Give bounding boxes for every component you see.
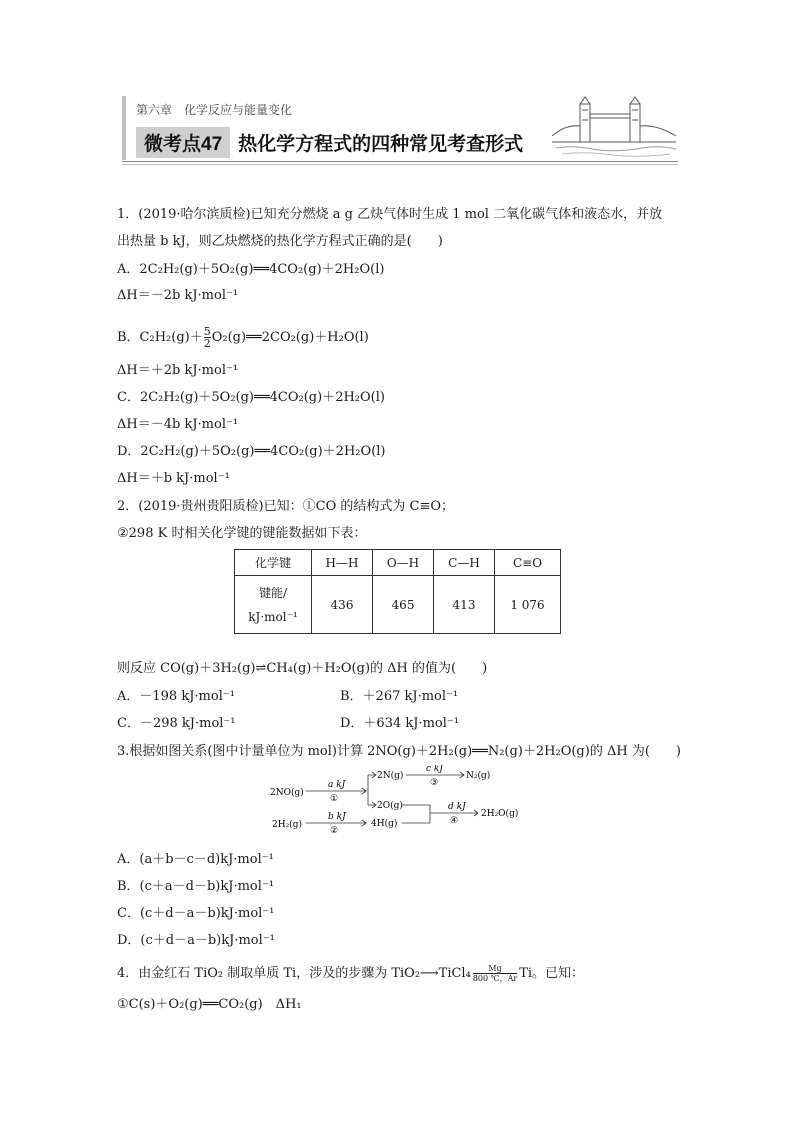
table-cell: 465 bbox=[373, 576, 434, 634]
q2-option-b: B．＋267 kJ·mol⁻¹ bbox=[340, 689, 459, 704]
q1-option-a-enthalpy: ΔH＝－2b kJ·mol⁻¹ bbox=[117, 288, 239, 303]
q1-b-fraction bbox=[204, 326, 211, 349]
row-label-line2: kJ·mol⁻¹ bbox=[248, 609, 298, 624]
section-tag: 微考点47 bbox=[136, 127, 230, 158]
table-header-cell: 化学键 bbox=[235, 550, 312, 576]
fraction-denominator: 2 bbox=[203, 337, 211, 350]
tower-bridge-illustration bbox=[552, 96, 678, 162]
q3-option-d: D．(c＋d－a－b)kJ·mol⁻¹ bbox=[117, 933, 275, 948]
table-cell: 413 bbox=[434, 576, 495, 634]
q2-stem-line3: 则反应 CO(g)＋3H₂(g)⇌CH₄(g)＋H₂O(g)的 ΔH 的值为( ) bbox=[117, 661, 488, 676]
bond-energy-table bbox=[234, 549, 561, 634]
table-header-cell: O—H bbox=[373, 550, 434, 576]
arrow-condition-bottom: 800 ℃，Ar bbox=[472, 974, 518, 983]
q1-b-suffix: O₂(g)══2CO₂(g)＋H₂O(l) bbox=[211, 330, 369, 345]
q1-stem-line1: 1．(2019·哈尔滨质检)已知充分燃烧 a g 乙炔气体时生成 1 mol 二氧化碳气体和液态水，并放 bbox=[117, 207, 663, 222]
q2-stem-line1: 2．(2019·贵州贵阳质检)已知：①CO 的结构式为 C≡O； bbox=[117, 499, 454, 514]
table-row-label bbox=[235, 576, 312, 634]
species-n2: N₂(g) bbox=[466, 771, 491, 781]
header-rule-secondary bbox=[122, 164, 678, 165]
section-heading: 热化学方程式的四种常见考查形式 bbox=[238, 132, 524, 155]
table-cell: 1 076 bbox=[495, 576, 561, 634]
q1-option-b-equation bbox=[117, 326, 369, 349]
species-2h2o: 2H₂O(g) bbox=[481, 809, 519, 819]
q4-stem bbox=[117, 964, 584, 983]
q3-option-b: B．(c＋a－d－b)kJ·mol⁻¹ bbox=[117, 879, 274, 894]
q1-b-prefix: B．C₂H₂(g)＋ bbox=[117, 330, 203, 345]
q3-option-c: C．(c＋d－a－b)kJ·mol⁻¹ bbox=[117, 906, 275, 921]
step-3: ③ bbox=[430, 778, 439, 788]
table-header-cell: H—H bbox=[312, 550, 373, 576]
q1-option-a-equation: A．2C₂H₂(g)＋5O₂(g)══4CO₂(g)＋2H₂O(l) bbox=[117, 262, 385, 277]
header-accent-bar bbox=[122, 96, 126, 160]
q1-option-d-equation: D．2C₂H₂(g)＋5O₂(g)══4CO₂(g)＋2H₂O(l) bbox=[117, 444, 386, 459]
label-c-kj: c kJ bbox=[426, 765, 443, 774]
q2-option-d: D．＋634 kJ·mol⁻¹ bbox=[340, 716, 459, 731]
q3-option-a: A．(a＋b－c－d)kJ·mol⁻¹ bbox=[117, 852, 274, 867]
q3-stem: 3.根据如图关系(图中计量单位为 mol)计算 2NO(g)＋2H₂(g)══N₂(g)＋2H₂O(g)的 ΔH 为( ) bbox=[117, 744, 681, 759]
fraction-numerator: 5 bbox=[203, 325, 211, 338]
energy-pathway-diagram bbox=[268, 765, 533, 835]
species-4h: 4H(g) bbox=[371, 819, 398, 829]
reaction-arrow bbox=[473, 964, 517, 983]
species-2n: 2N(g) bbox=[377, 771, 404, 781]
q1-option-d-enthalpy: ΔH＝＋b kJ·mol⁻¹ bbox=[117, 471, 230, 486]
table-header-cell: C≡O bbox=[495, 550, 561, 576]
step-1: ① bbox=[330, 794, 339, 804]
species-2o: 2O(g) bbox=[377, 801, 403, 811]
species-2h2: 2H₂(g) bbox=[272, 820, 302, 830]
label-d-kj: d kJ bbox=[448, 802, 466, 812]
q2-option-c: C．－298 kJ·mol⁻¹ bbox=[117, 716, 236, 731]
table-cell: 436 bbox=[312, 576, 373, 634]
q1-option-c-enthalpy: ΔH＝－4b kJ·mol⁻¹ bbox=[117, 417, 239, 432]
chapter-label: 第六章 化学反应与能量变化 bbox=[136, 103, 293, 117]
q2-option-a: A．－198 kJ·mol⁻¹ bbox=[117, 689, 235, 704]
q2-stem-line2: ②298 K 时相关化学键的键能数据如下表： bbox=[117, 526, 367, 541]
arrow-condition-top: Mg bbox=[488, 964, 502, 973]
row-label-line1: 键能/ bbox=[258, 585, 288, 600]
q4-equation-1: ①C(s)＋O₂(g)══CO₂(g) ΔH₁ bbox=[117, 997, 302, 1012]
q1-option-b-enthalpy: ΔH＝＋2b kJ·mol⁻¹ bbox=[117, 363, 239, 378]
q4-stem-prefix: 4．由金红石 TiO₂ 制取单质 Ti，涉及的步骤为 TiO₂⟶TiCl₄ bbox=[117, 966, 471, 981]
table-header-cell: C—H bbox=[434, 550, 495, 576]
label-b-kj: b kJ bbox=[328, 812, 346, 822]
label-a-kj: a kJ bbox=[328, 780, 346, 790]
q1-option-c-equation: C．2C₂H₂(g)＋5O₂(g)══4CO₂(g)＋2H₂O(l) bbox=[117, 390, 385, 405]
species-2no: 2NO(g) bbox=[270, 788, 304, 798]
table-header-row bbox=[235, 550, 561, 576]
table-row bbox=[235, 576, 561, 634]
step-2: ② bbox=[330, 826, 339, 835]
section-title bbox=[136, 126, 523, 158]
step-4: ④ bbox=[450, 816, 459, 826]
q4-stem-suffix: Ti。已知： bbox=[519, 966, 585, 981]
q1-stem-line2: 出热量 b kJ，则乙炔燃烧的热化学方程式正确的是( ) bbox=[117, 234, 443, 249]
